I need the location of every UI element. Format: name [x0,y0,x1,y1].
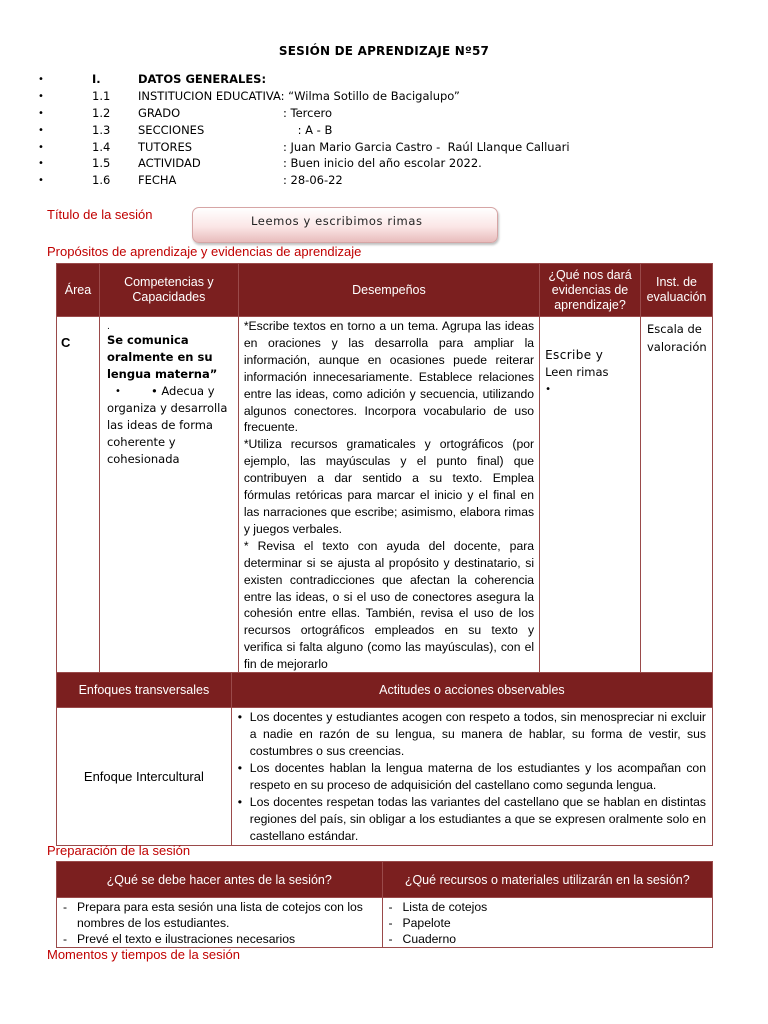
general-row [0,89,768,106]
desempenos-cell [238,317,539,675]
header-antes: ¿Qué se debe hacer antes de la sesión? [57,862,383,898]
enfoques-table [56,672,713,846]
table-header-row [57,673,713,708]
session-title-label: Título de la sesión [47,207,153,222]
inst-cell [640,317,712,675]
list-item: - Papelote [383,915,708,931]
antes-cell [57,898,383,948]
row-bullet: • [38,108,44,119]
list-item: - Prevé el texto e ilustraciones necesarios [57,931,378,947]
header-enfoques: Enfoques transversales [57,673,232,708]
actitudes-list [232,709,706,845]
table-header-row [57,862,713,898]
session-title-box [192,207,498,243]
header-actitudes: Actitudes o acciones observables [231,673,712,708]
comp-sub [107,383,233,468]
general-row [0,106,768,123]
row-label: ACTIVIDAD [138,156,201,170]
list-item: • Los docentes y estudiantes acogen con respeto a todos, sin menospreciar ni excluir a nadie en razón de su lengua, su manera de hablar, su forma de vestir, sus costumbres o sus creencias. [232,709,706,760]
comp-dot: . [106,322,110,332]
preparation-table [56,861,713,948]
list-item: • Los docentes hablan la lengua materna de los estudiantes y los acompañan con respeto en su proceso de adquisición del castellano como segunda lengua. [232,760,706,794]
row-bullet: • [38,91,44,102]
header-competencias: Competencias y Capacidades [99,264,238,317]
row-label: INSTITUCION EDUCATIVA: “Wilma Sotillo de Bacigalupo” [138,89,460,103]
table-row [57,317,713,675]
list-item: • Los docentes respetan todas las variantes del castellano que se hablan en distintas regiones del país, sin obligar a los estudiantes a que se expresen oralmente solo en castellano estándar. [232,794,706,845]
general-row [0,173,768,190]
area-value: C [61,335,71,350]
row-label: DATOS GENERALES: [138,72,267,86]
area-cell [57,317,100,675]
desempeno-paragraph: *Escribe textos en torno a un tema. Agrupa las ideas en oraciones y las desarrolla para ampliar la información, aunque en ocasiones puede reiterar información innecesariamente. Establece relaciones entre las ideas, como adición y secuencia, utilizando algunos conectores. Incorpora vocabulario de uso frecuente. [243,319,535,435]
header-area: Área [57,264,100,317]
moments-label: Momentos y tiempos de la sesión [47,947,240,962]
header-recursos: ¿Qué recursos o materiales utilizarán en la sesión? [382,862,712,898]
table-header-row [57,264,713,317]
comp-bullet: • [114,386,121,397]
header-desempenos: Desempeños [238,264,539,317]
purposes-label: Propósitos de aprendizaje y evidencias de aprendizaje [47,244,362,259]
row-label: SECCIONES [138,123,205,137]
desempeno-paragraph: *Utiliza recursos gramaticales y ortográficos (por ejemplo, las mayúsculas y el punto final) que contribuyen a dar sentido a su texto. Emplea fórmulas retóricas para marcar el inicio y el final en las narraciones que escribe; asimismo, elabora rimas y juegos verbales. [243,437,535,536]
general-row [0,72,768,89]
header-evidencias: ¿Qué nos dará evidencias de aprendizaje? [540,264,641,317]
table-row [57,898,713,948]
enfoque-value: Enfoque Intercultural [83,769,204,784]
row-bullet: • [38,125,44,136]
desempenos-text [240,318,538,673]
general-row [0,140,768,157]
row-label: GRADO [138,106,181,120]
session-title: Leemos y escribimos rimas [251,214,423,228]
row-value: : 28-06-22 [283,173,343,187]
comp-sub-text: • Adecua y organiza y desarrolla las ideas de forma coherente y cohesionada [106,384,228,466]
evidencias-line: Escribe y [545,348,604,362]
row-value: : Juan Mario Garcia Castro - Raúl Llanque Calluari [283,140,570,154]
desempeno-paragraph: * Revisa el texto con ayuda del docente, para determinar si se ajusta al propósito y destinatario, si existen contradicciones que afectan la coherencia entre las ideas, o si el uso de conectores asegura la cohesión entre ellas. También, revisa el uso de los recursos ortográficos empleados en su texto y verifica si falta alguno (como las mayúsculas), con el fin de mejorarlo [243,538,535,672]
row-number: 1.1 [92,89,111,103]
row-number: 1.6 [92,173,111,187]
competencias-text [101,318,237,468]
row-bullet: • [38,142,44,153]
competencias-cell [99,317,238,675]
row-value: : Tercero [283,106,333,120]
row-number: 1.3 [92,123,111,137]
preparation-label: Preparación de la sesión [47,843,191,858]
recursos-cell [382,898,712,948]
row-number: 1.2 [92,106,111,120]
evidencias-cell [540,317,641,675]
row-number: 1.4 [92,140,111,154]
row-bullet: • [38,158,44,169]
actitudes-cell [231,708,712,846]
recursos-list [383,899,708,947]
row-value: : Buen inicio del año escolar 2022. [283,156,482,170]
list-item: - Prepara para esta sesión una lista de cotejos con los nombres de los estudiantes. [57,899,378,931]
evidencias-line: Leen rimas [545,365,609,379]
row-number: 1.5 [92,156,111,170]
row-bullet: • [38,175,44,186]
row-value: : A - B [283,123,333,137]
list-item: - Lista de cotejos [383,899,708,915]
antes-list [57,899,378,947]
header-inst: Inst. de evaluación [640,264,712,317]
inst-value: Escala de valoración [646,322,707,354]
row-bullet: • [38,74,44,85]
comp-title: Se comunica oralmente en su lengua materna” [106,333,218,381]
document-title: SESIÓN DE APRENDIZAJE Nº57 [278,44,490,58]
general-row [0,123,768,140]
evidencias-bullet: • [545,384,551,395]
purposes-table [56,263,713,675]
general-row [0,156,768,173]
row-label: TUTORES [138,140,193,154]
row-label: FECHA [138,173,177,187]
row-number: I. [92,72,101,86]
table-row [57,708,713,846]
list-item: - Cuaderno [383,931,708,947]
enfoque-cell [57,708,232,846]
